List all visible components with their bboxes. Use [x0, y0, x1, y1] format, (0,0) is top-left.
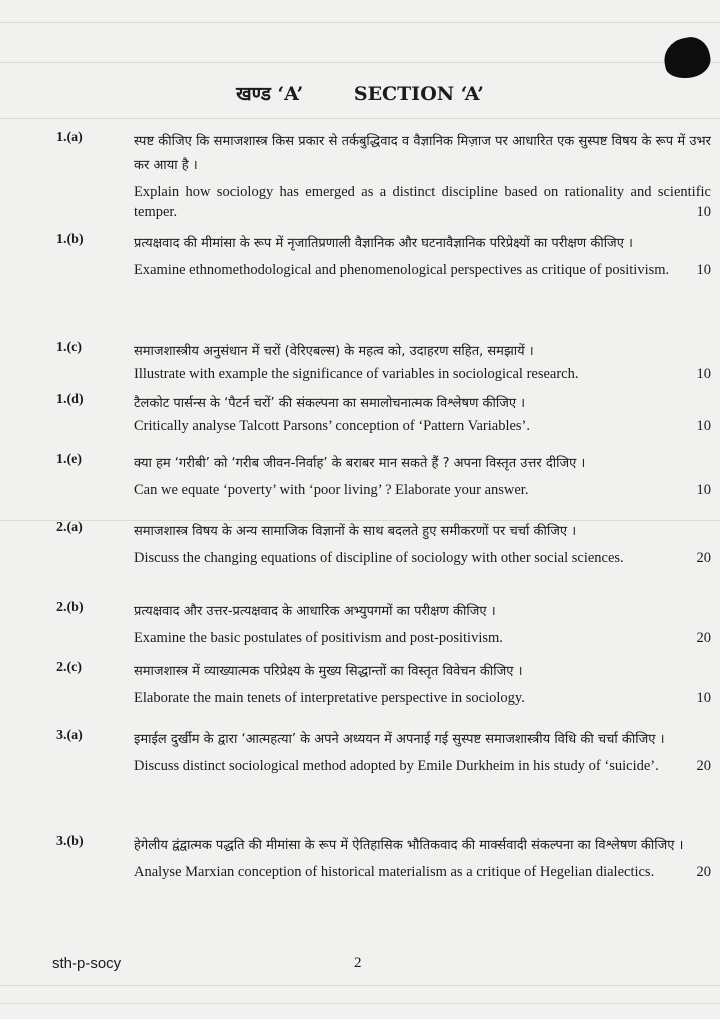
question-3a — [56, 728, 711, 776]
scan-line — [0, 985, 720, 986]
section-title-hindi: खण्ड ‘A’ — [236, 83, 304, 105]
question-marks: 20 — [696, 864, 711, 880]
question-marks: 10 — [696, 204, 711, 220]
question-text-hindi: टैलकोट पार्सन्स के ‘पैटर्न चरों’ की संकल्पना का समालोचनात्मक विश्लेषण कीजिए । — [134, 396, 526, 411]
question-text-hindi: प्रत्यक्षवाद की मीमांसा के रूप में नृजातिप्रणाली वैज्ञानिक और घटनावैज्ञानिक परिप्रेक्ष्यों का परीक्षण कीजिए । — [134, 236, 633, 251]
section-header — [0, 80, 720, 106]
question-english-body: Explain how sociology has emerged as a distinct discipline based on rationality and scientific temper. — [134, 184, 711, 220]
question-english-body: Examine ethnomethodological and phenomenological perspectives as critique of positivism. — [134, 262, 670, 278]
question-marks: 20 — [696, 550, 711, 566]
scan-line — [0, 118, 720, 119]
question-english-body: Illustrate with example the significance of variables in sociological research. — [134, 366, 579, 382]
question-text-english — [134, 628, 711, 648]
question-number: 1.(a) — [56, 130, 83, 145]
question-text-hindi: इमाईल दुर्खीम के द्वारा ‘आत्महत्या’ के अपने अध्ययन में अपनाई गई सुस्पष्ट समाजशास्त्रीय विधि की चर्चा कीजिए । — [134, 732, 665, 747]
question-number: 1.(d) — [56, 392, 84, 407]
scan-line — [0, 1003, 720, 1004]
question-marks: 10 — [696, 690, 711, 706]
paper-code: sth-p-socy — [52, 955, 122, 972]
question-text-english — [134, 182, 711, 222]
question-english-body: Discuss the changing equations of discipline of sociology with other social sciences. — [134, 550, 624, 566]
question-number: 3.(b) — [56, 834, 84, 849]
question-english-body: Discuss distinct sociological method adopted by Emile Durkheim in his study of ‘suicide’. — [134, 758, 659, 774]
question-text-hindi: स्पष्ट कीजिए कि समाजशास्त्र किस प्रकार से तर्कबुद्धिवाद व वैज्ञानिक मिज़ाज पर आधारित एक सुस्पष्ट विषय के रूप में उभर कर आया है । — [134, 134, 711, 173]
question-marks: 20 — [696, 630, 711, 646]
question-text-hindi: क्या हम ‘गरीबी’ को ‘गरीब जीवन-निर्वाह’ के बराबर मान सकते हैं ? अपना विस्तृत उत्तर दीजिए । — [134, 456, 586, 471]
question-number: 2.(b) — [56, 600, 84, 615]
page-number: 2 — [354, 955, 362, 971]
question-number: 3.(a) — [56, 728, 83, 743]
question-text-english — [134, 480, 711, 500]
question-marks: 10 — [696, 482, 711, 498]
question-text-english — [134, 364, 711, 384]
question-marks: 20 — [696, 758, 711, 774]
question-number: 2.(a) — [56, 520, 83, 535]
question-1e — [56, 452, 711, 500]
question-1d — [56, 392, 711, 436]
question-2c — [56, 660, 711, 708]
question-marks: 10 — [696, 262, 711, 278]
question-3b — [56, 834, 711, 882]
question-number: 1.(e) — [56, 452, 83, 467]
ink-blot — [660, 34, 713, 83]
question-english-body: Examine the basic postulates of positivism and post-positivism. — [134, 630, 503, 646]
question-text-english — [134, 260, 711, 280]
question-text-hindi: समाजशास्त्र विषय के अन्य सामाजिक विज्ञानों के साथ बदलते हुए समीकरणों पर चर्चा कीजिए । — [134, 524, 577, 539]
question-number: 1.(c) — [56, 340, 83, 355]
question-text-hindi: समाजशास्त्रीय अनुसंधान में चरों (वेरिएबल्स) के महत्व को, उदाहरण सहित, समझायें । — [134, 344, 534, 359]
section-title-english: SECTION ‘A’ — [353, 83, 484, 105]
question-english-body: Analyse Marxian conception of historical materialism as a critique of Hegelian dialectics. — [134, 864, 655, 880]
question-2a — [56, 520, 711, 568]
question-english-body: Critically analyse Talcott Parsons’ conception of ‘Pattern Variables’. — [134, 418, 531, 434]
question-text-hindi: हेगेलीय द्वंद्वात्मक पद्धति की मीमांसा के रूप में ऐतिहासिक भौतिकवाद की मार्क्सवादी संकल्पना का विश्लेषण कीजिए । — [134, 838, 684, 853]
question-english-body: Elaborate the main tenets of interpretative perspective in sociology. — [134, 690, 525, 706]
question-text-english — [134, 548, 711, 568]
question-1a — [56, 130, 711, 222]
question-1c — [56, 340, 711, 384]
question-number: 2.(c) — [56, 660, 83, 675]
question-text-english — [134, 756, 711, 776]
question-text-hindi: समाजशास्त्र में व्याख्यात्मक परिप्रेक्ष्य के मुख्य सिद्धान्तों का विस्तृत विवेचन कीजिए । — [134, 664, 523, 679]
question-marks: 10 — [696, 418, 711, 434]
question-2b — [56, 600, 711, 648]
question-english-body: Can we equate ‘poverty’ with ‘poor living’ ? Elaborate your answer. — [134, 482, 529, 498]
scan-line — [0, 22, 720, 23]
question-text-english — [134, 416, 711, 436]
scan-line — [0, 62, 720, 63]
question-text-english — [134, 688, 711, 708]
question-number: 1.(b) — [56, 232, 84, 247]
question-marks: 10 — [696, 366, 711, 382]
question-text-hindi: प्रत्यक्षवाद और उत्तर-प्रत्यक्षवाद के आधारिक अभ्युपगमों का परीक्षण कीजिए । — [134, 604, 496, 619]
question-text-english — [134, 862, 711, 882]
question-1b — [56, 232, 711, 280]
